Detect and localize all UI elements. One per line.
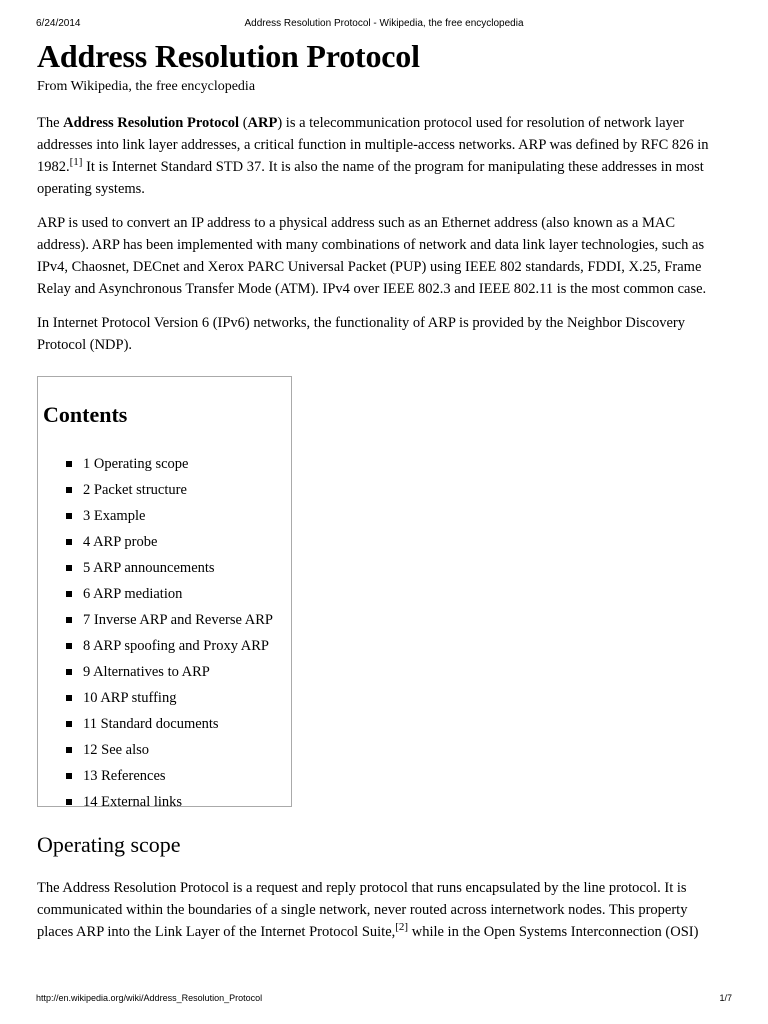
term-arp: ARP [247, 115, 278, 131]
toc-item-label[interactable]: 7 Inverse ARP and Reverse ARP [83, 612, 273, 628]
toc-item-label[interactable]: 2 Packet structure [83, 482, 187, 498]
bullet-icon [66, 591, 72, 597]
reference-link[interactable]: [2] [395, 921, 409, 933]
toc-item-label[interactable]: 13 References [83, 768, 166, 784]
toc-item-label[interactable]: 6 ARP mediation [83, 586, 183, 602]
toc-item[interactable] [63, 607, 291, 633]
print-header [36, 18, 732, 32]
bullet-icon [66, 617, 72, 623]
table-of-contents [37, 376, 292, 810]
toc-item-label[interactable]: 10 ARP stuffing [83, 690, 177, 706]
toc-item[interactable] [63, 763, 291, 789]
toc-item[interactable] [63, 633, 291, 659]
bullet-icon [66, 773, 72, 779]
print-date: 6/24/2014 [36, 18, 81, 29]
toc-item[interactable] [63, 581, 291, 607]
toc-heading: Contents [43, 402, 128, 427]
bullet-icon [66, 721, 72, 727]
bullet-icon [66, 461, 72, 467]
section-heading-operating-scope: Operating scope [37, 832, 181, 857]
article [37, 36, 717, 943]
print-url: http://en.wikipedia.org/wiki/Address_Resolution_Protocol [36, 993, 263, 1003]
toc-item-label[interactable]: 3 Example [83, 508, 146, 524]
bullet-icon [66, 565, 72, 571]
print-footer [36, 993, 732, 1007]
bullet-icon [66, 513, 72, 519]
term-arp-full: Address Resolution Protocol [63, 115, 240, 131]
paragraph-operating-scope: The Address Resolution Protocol is a request and reply protocol that runs encapsulated by the line protocol. It is communicated within the boundaries of a single network, never routed across internetwork nodes. This property places ARP into the Link Layer of the Internet Protocol Suite,[2] while in the Open Systems Interconnection (OSI) [37, 880, 699, 940]
bullet-icon [66, 643, 72, 649]
paragraph-ipv6: In Internet Protocol Version 6 (IPv6) networks, the functionality of ARP is provided by the Neighbor Discovery Protocol (NDP). [37, 315, 685, 353]
toc-item[interactable] [63, 451, 291, 477]
toc-item-label[interactable]: 8 ARP spoofing and Proxy ARP [83, 638, 269, 654]
bullet-icon [66, 487, 72, 493]
paragraph-arp-usage: ARP is used to convert an IP address to a physical address such as an Ethernet address (also known as a MAC address). ARP has been implemented with many combinations of network and data link layer technologies, such as IPv4, Chaosnet, DECnet and Xerox PARC Universal Packet (PUP) using IEEE 802 standards, FDDI, X.25, Frame Relay and Asynchronous Transfer Mode (ATM). IPv4 over IEEE 802.3 and IEEE 802.11 is the most common case. [37, 215, 707, 297]
toc-item-label[interactable]: 1 Operating scope [83, 456, 189, 472]
toc-item[interactable] [63, 477, 291, 503]
toc-item[interactable] [63, 529, 291, 555]
toc-item[interactable] [63, 659, 291, 685]
page-title: Address Resolution Protocol [37, 38, 420, 74]
toc-item-label[interactable]: 5 ARP announcements [83, 560, 215, 576]
toc-item-label[interactable]: 11 Standard documents [83, 716, 219, 732]
toc-item[interactable] [63, 503, 291, 529]
toc-item-label[interactable]: 12 See also [83, 742, 150, 758]
bullet-icon [66, 539, 72, 545]
toc-item[interactable] [63, 685, 291, 711]
toc-item[interactable] [63, 737, 291, 763]
toc-item-label[interactable]: 14 External links [83, 794, 183, 810]
toc-item[interactable] [63, 711, 291, 737]
toc-item[interactable] [63, 789, 291, 815]
bullet-icon [66, 747, 72, 753]
print-title: Address Resolution Protocol - Wikipedia, the free encyclopedia [244, 18, 524, 29]
toc-list [43, 451, 291, 815]
reference-link[interactable]: [1] [69, 156, 83, 168]
toc-item-label[interactable]: 4 ARP probe [83, 534, 158, 550]
bullet-icon [66, 695, 72, 701]
bullet-icon [66, 669, 72, 675]
intro-paragraph: The Address Resolution Protocol (ARP) is a telecommunication protocol used for resolution of network layer addresses into link layer addresses, a critical function in multiple-access networks. ARP was defined by RFC 826 in 1982.[1] It is Internet Standard STD 37. It is also the name of the program for manipulating these addresses in most operating systems. [37, 115, 709, 197]
page-subtitle: From Wikipedia, the free encyclopedia [37, 79, 256, 94]
page-number: 1/7 [719, 993, 732, 1003]
bullet-icon [66, 799, 72, 805]
toc-item[interactable] [63, 555, 291, 581]
toc-item-label[interactable]: 9 Alternatives to ARP [83, 664, 210, 680]
